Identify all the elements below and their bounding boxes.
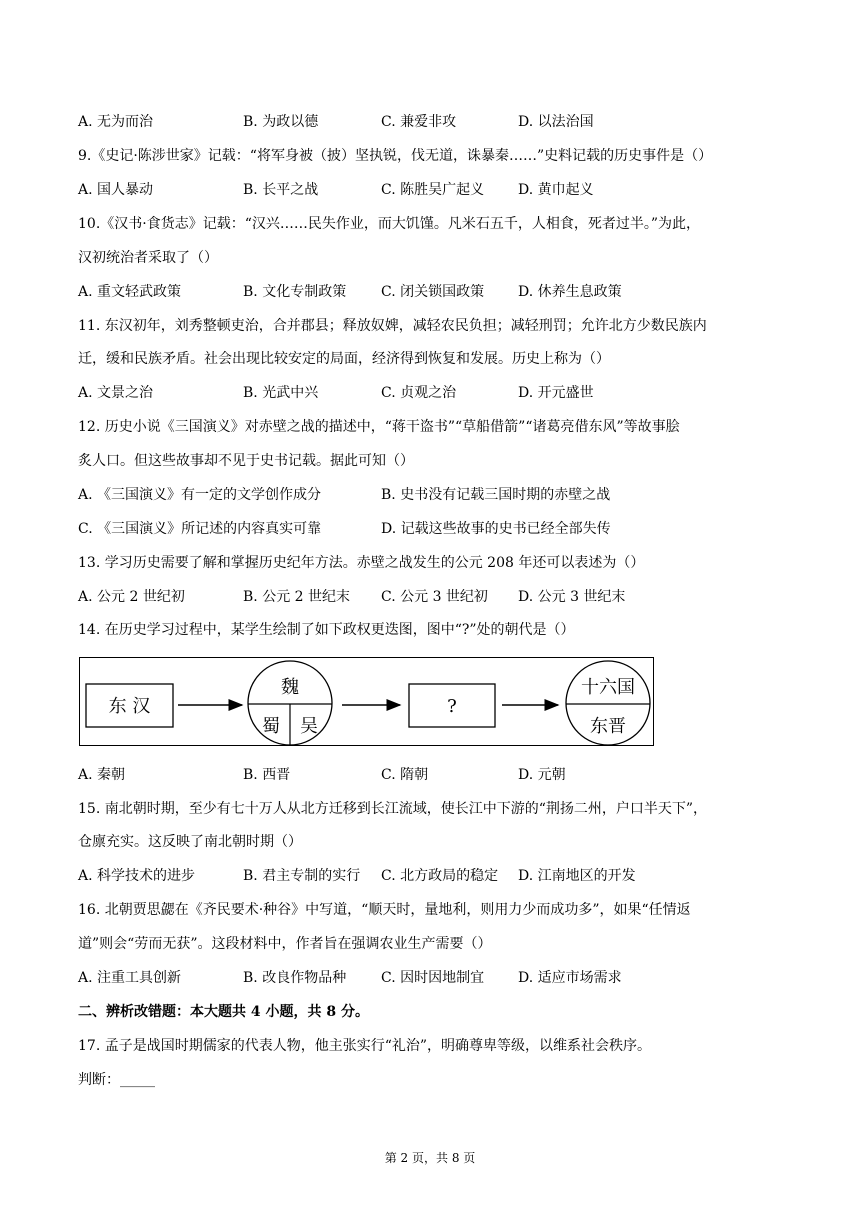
q11-stem-line2: 迁，缓和民族矛盾。社会出现比较安定的局面，经济得到恢复和发展。历史上称为（）	[78, 351, 610, 367]
q16-option-d: D. 适应市场需求	[518, 970, 622, 986]
q12-option-c: C. 《三国演义》所记述的内容真实可靠	[78, 521, 322, 537]
diagram-svg	[80, 658, 655, 747]
q11-option-d: D. 开元盛世	[518, 385, 594, 401]
q11-option-b: B. 光武中兴	[243, 385, 319, 401]
q9-option-d: D. 黄巾起义	[518, 182, 594, 198]
q15-option-d: D. 江南地区的开发	[518, 868, 636, 884]
dynasty-succession-diagram	[79, 657, 654, 746]
q15-option-b: B. 君主专制的实行	[243, 868, 361, 884]
q16-stem-line2: 道”则会“劳而无获”。这段材料中，作者旨在强调农业生产需要（）	[78, 936, 492, 952]
box-unknown-label: ?	[447, 696, 457, 717]
section-2-heading: 二、辨析改错题：本大题共 4 小题，共 8 分。	[78, 1004, 369, 1020]
q10-option-a: A. 重文轻武政策	[78, 284, 182, 300]
q13-option-d: D. 公元 3 世纪末	[518, 589, 626, 605]
q15-stem-line1: 15. 南北朝时期，至少有七十万人从北方迁移到长江流域，使长江中下游的“荆扬二州，户口半天下”，	[78, 801, 708, 817]
q17-judge-blank: 判断：_____	[78, 1072, 155, 1088]
q13-option-c: C. 公元 3 世纪初	[381, 589, 488, 605]
q9-option-c: C. 陈胜吴广起义	[381, 182, 485, 198]
q14-stem: 14. 在历史学习过程中，某学生绘制了如下政权更迭图，图中“?”处的朝代是（）	[78, 622, 575, 638]
label-shu: 蜀	[262, 716, 280, 737]
label-sixteen-kingdoms: 十六国	[581, 677, 635, 698]
q10-stem-line2: 汉初统治者采取了（）	[78, 250, 218, 266]
q10-option-b: B. 文化专制政策	[243, 284, 347, 300]
q8-option-c: C. 兼爱非攻	[381, 114, 457, 130]
q14-option-a: A. 秦朝	[78, 767, 126, 783]
q16-option-c: C. 因时因地制宜	[381, 970, 485, 986]
q17-stem: 17. 孟子是战国时期儒家的代表人物，他主张实行“礼治”，明确尊卑等级，以维系社会秩序。	[78, 1038, 652, 1054]
q11-stem-line1: 11. 东汉初年，刘秀整顿吏治，合并郡县；释放奴婢，减轻农民负担；减轻刑罚；允许北方少数民族内	[78, 318, 707, 334]
label-eastern-jin: 东晋	[590, 716, 626, 737]
q13-stem: 13. 学习历史需要了解和掌握历史纪年方法。赤壁之战发生的公元 208 年还可以表述为（）	[78, 555, 645, 571]
q10-option-d: D. 休养生息政策	[518, 284, 622, 300]
box-eastern-han-label: 东 汉	[108, 696, 151, 717]
q16-stem-line1: 16. 北朝贾思勰在《齐民要术·种谷》中写道，“顺天时，量地利，则用力少而成功多”，如果“任情返	[78, 902, 691, 918]
q12-option-d: D. 记载这些故事的史书已经全部失传	[381, 521, 611, 537]
q12-stem-line1: 12. 历史小说《三国演义》对赤壁之战的描述中，“蒋干盗书”“草船借箭”“诸葛亮借东风”等故事脍	[78, 419, 680, 435]
q9-option-a: A. 国人暴动	[78, 182, 154, 198]
q11-option-c: C. 贞观之治	[381, 385, 457, 401]
q8-option-a: A. 无为而治	[78, 114, 154, 130]
label-wei: 魏	[281, 677, 299, 698]
q16-option-b: B. 改良作物品种	[243, 970, 347, 986]
q13-option-b: B. 公元 2 世纪末	[243, 589, 350, 605]
q12-option-b: B. 史书没有记载三国时期的赤壁之战	[381, 487, 611, 503]
q8-option-d: D. 以法治国	[518, 114, 594, 130]
q12-option-a: A. 《三国演义》有一定的文学创作成分	[78, 487, 322, 503]
q14-option-d: D. 元朝	[518, 767, 566, 783]
label-wu: 吴	[300, 716, 318, 737]
q14-option-c: C. 隋朝	[381, 767, 429, 783]
page-footer: 第 2 页，共 8 页	[384, 1151, 476, 1165]
q11-option-a: A. 文景之治	[78, 385, 154, 401]
q16-option-a: A. 注重工具创新	[78, 970, 182, 986]
q9-stem: 9.《史记·陈涉世家》记载：“将军身被（披）坚执锐，伐无道，诛暴秦……”史料记载的历史事件是（）	[78, 148, 713, 164]
q14-option-b: B. 西晋	[243, 767, 291, 783]
q9-option-b: B. 长平之战	[243, 182, 319, 198]
q10-option-c: C. 闭关锁国政策	[381, 284, 485, 300]
q12-stem-line2: 炙人口。但这些故事却不见于史书记载。据此可知（）	[78, 453, 414, 469]
q15-option-a: A. 科学技术的进步	[78, 868, 196, 884]
q15-stem-line2: 仓廪充实。这反映了南北朝时期（）	[78, 834, 302, 850]
q13-option-a: A. 公元 2 世纪初	[78, 589, 185, 605]
q10-stem-line1: 10.《汉书·食货志》记载：“汉兴……民失作业，而大饥馑。凡米石五千，人相食，死者过半。”为此，	[78, 216, 701, 232]
q15-option-c: C. 北方政局的稳定	[381, 868, 499, 884]
q8-option-b: B. 为政以德	[243, 114, 319, 130]
